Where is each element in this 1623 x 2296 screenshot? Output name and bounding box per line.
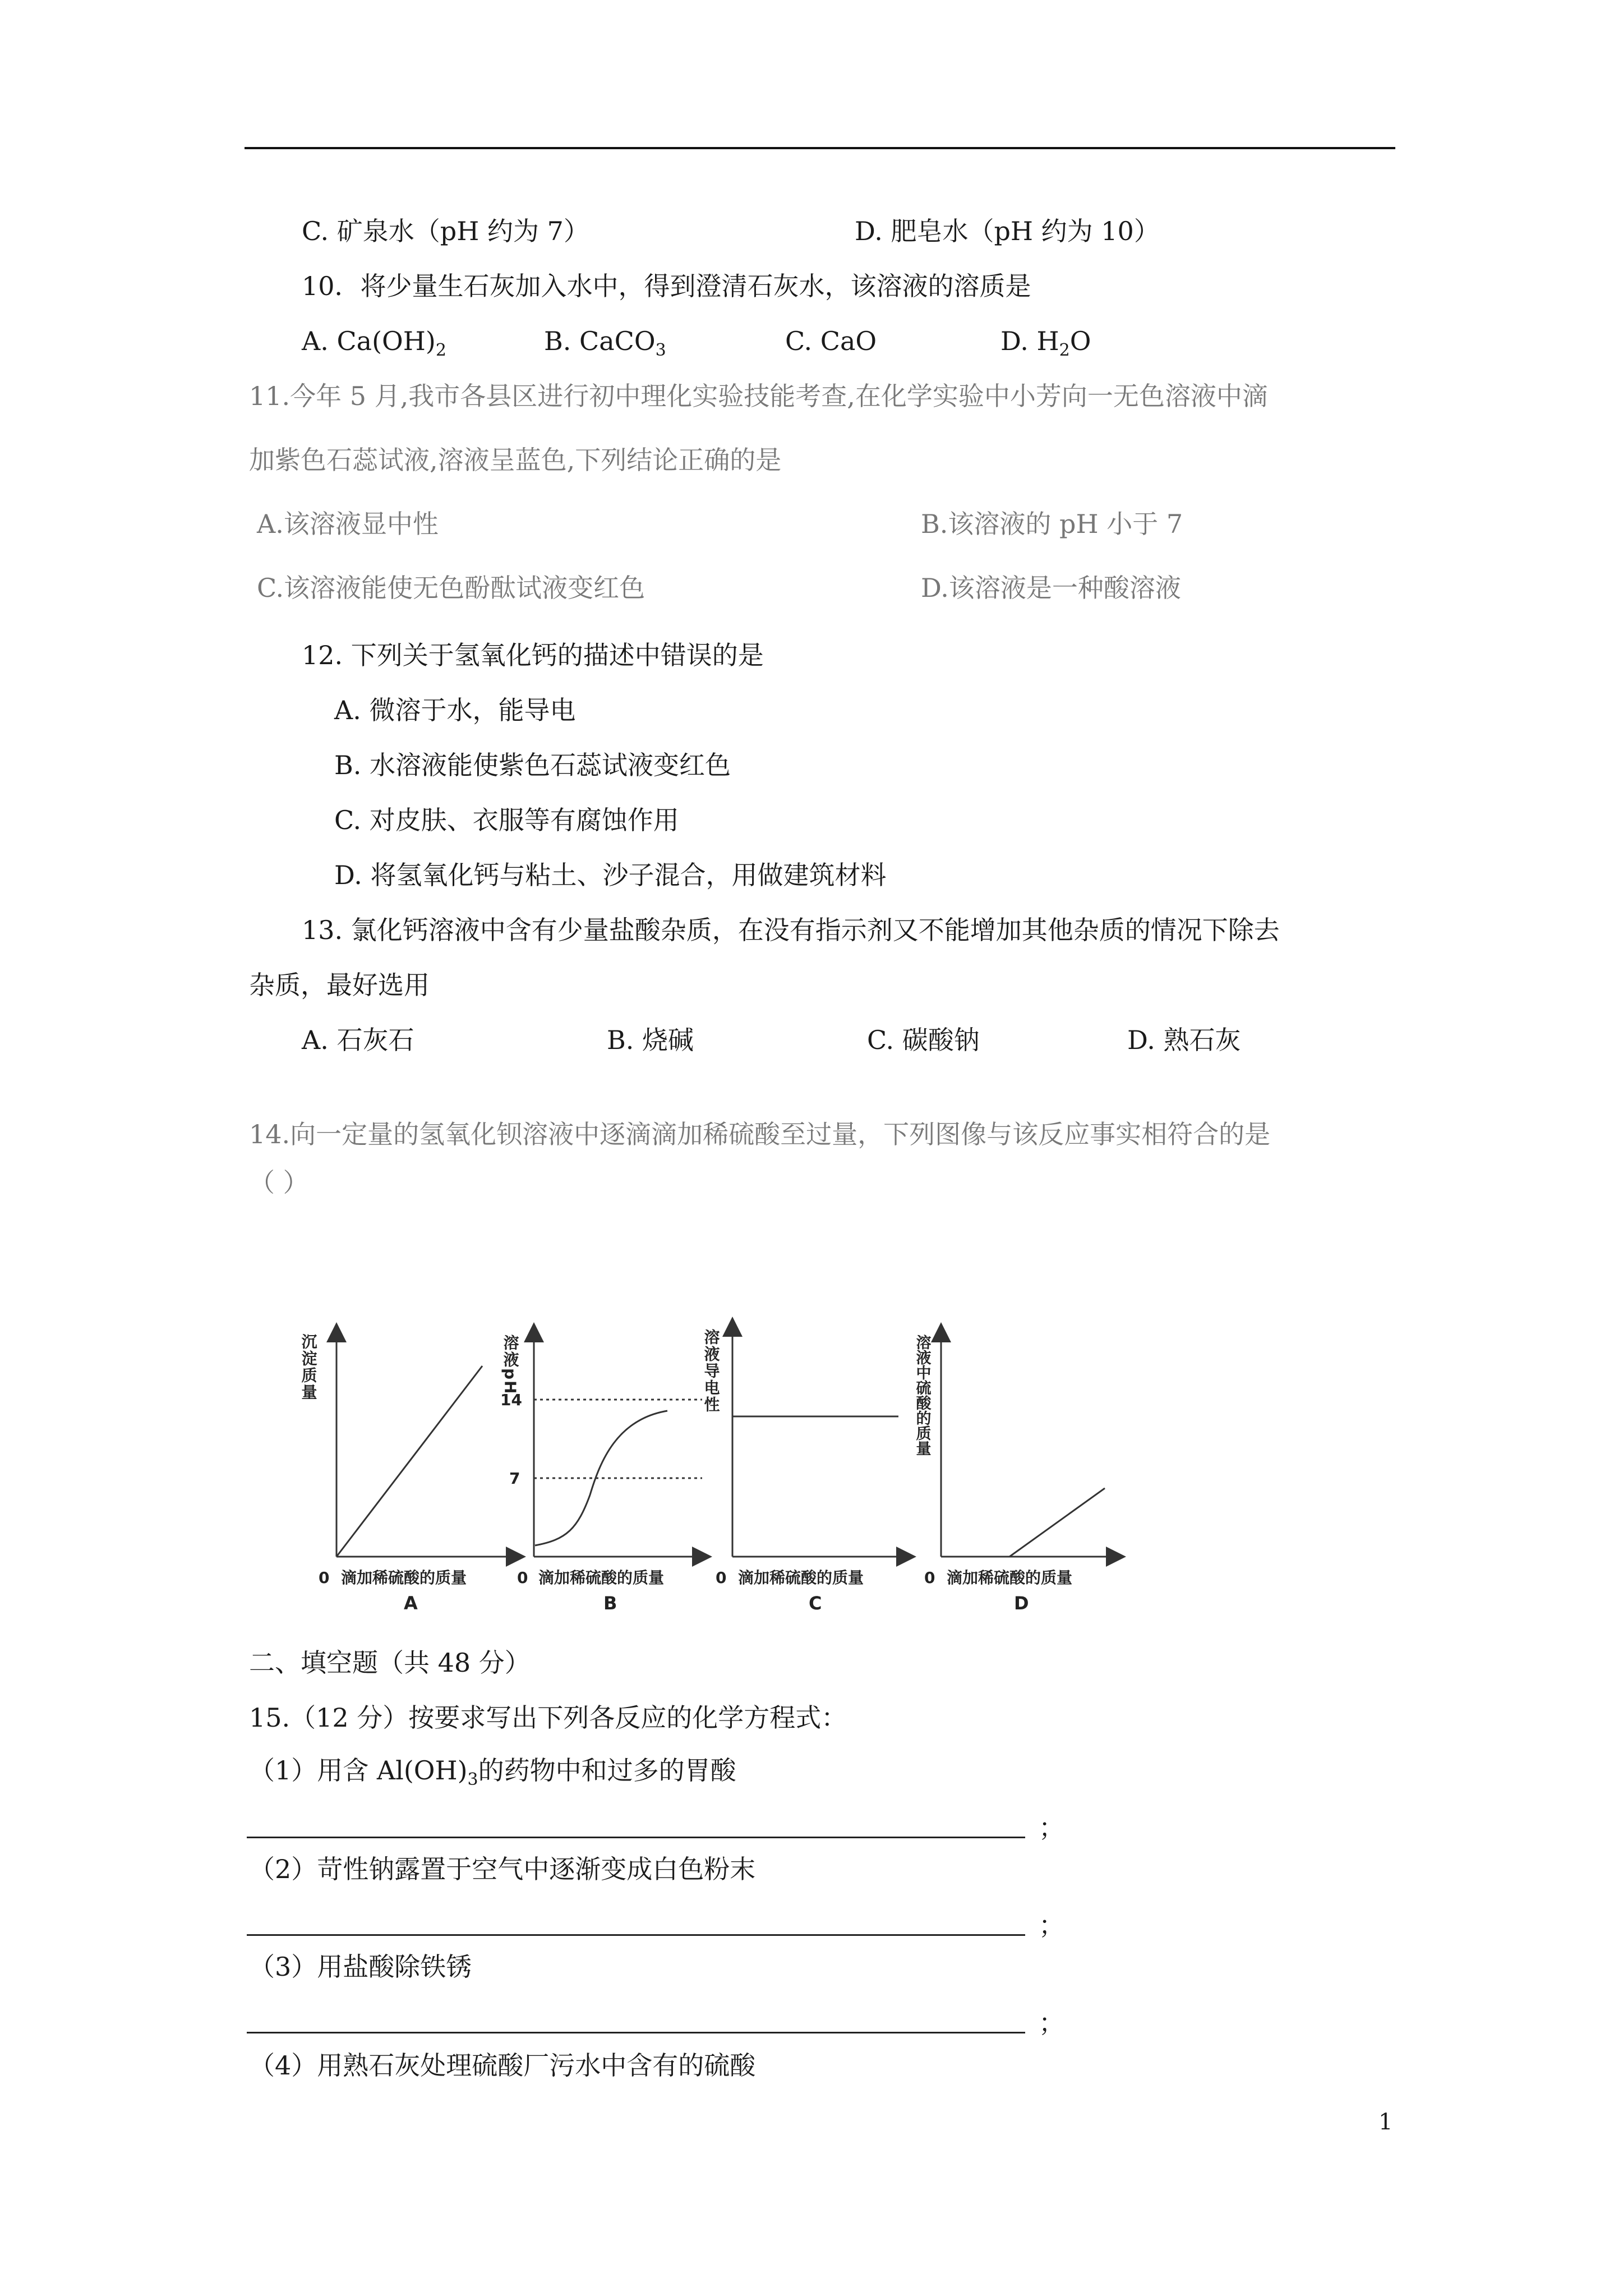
q14-stem-line1: 14.向一定量的氢氧化钡溶液中逐滴滴加稀硫酸至过量，下列图像与该反应事实相符合的是 bbox=[249, 1119, 1271, 1149]
q10-option-a: A. $Ca(OH)_2$ bbox=[302, 326, 446, 360]
q11-stem-line2: 加紫色石蕊试液,溶液呈蓝色,下列结论正确的是 bbox=[249, 445, 782, 475]
q9-option-d: D. 肥皂水（pH 约为 10） bbox=[855, 216, 1160, 246]
q13-option-c: C. 碳酸钠 bbox=[867, 1025, 980, 1055]
q10-option-b: B. CaCO$_3$ bbox=[544, 326, 666, 360]
graph-a-letter: A bbox=[404, 1593, 418, 1614]
graph-d-ylabel: 溶液中硫酸的质量 bbox=[913, 1335, 931, 1456]
q13-stem-line2: 杂质，最好选用 bbox=[249, 970, 430, 1000]
graph-d bbox=[941, 1332, 1116, 1557]
graph-c-xlabel: 滴加稀硫酸的质量 bbox=[738, 1568, 864, 1587]
graph-a-xlabel: 滴加稀硫酸的质量 bbox=[341, 1568, 467, 1587]
header-rule bbox=[245, 147, 1395, 149]
q15-stem: 15.（12 分）按要求写出下列各反应的化学方程式： bbox=[249, 1703, 847, 1733]
q10-option-d: D. $H_2O$ bbox=[1000, 326, 1091, 360]
page-number: 1 bbox=[1378, 2109, 1393, 2135]
graph-a-line bbox=[336, 1366, 482, 1557]
graph-c bbox=[732, 1327, 906, 1557]
q15-part1: （1）用含 $Al(OH)_3$的药物中和过多的胃酸 bbox=[249, 1755, 736, 1789]
graph-b-origin: 0 bbox=[517, 1568, 528, 1587]
q9-option-c: C. 矿泉水（pH 约为 7） bbox=[302, 216, 589, 246]
graph-d-letter: D bbox=[1014, 1593, 1029, 1614]
q15-answer-line-3[interactable] bbox=[247, 2032, 1025, 2033]
q14-stem-line2: （ ） bbox=[249, 1167, 309, 1198]
q11-option-a: A.该溶液显中性 bbox=[257, 509, 439, 539]
graph-c-ylabel: 溶液导电性 bbox=[702, 1329, 721, 1413]
q11-option-d: D.该溶液是一种酸溶液 bbox=[921, 573, 1181, 603]
graph-a-ylabel: 沉淀质量 bbox=[299, 1333, 318, 1401]
q15-semicolon-3: ； bbox=[1039, 2008, 1064, 2038]
graph-b-xlabel: 滴加稀硫酸的质量 bbox=[538, 1568, 665, 1587]
q14-graphs bbox=[299, 1310, 1144, 1614]
q11-option-c: C.该溶液能使无色酚酞试液变红色 bbox=[257, 573, 645, 603]
graph-c-origin: 0 bbox=[716, 1568, 727, 1587]
q13-option-a: A. 石灰石 bbox=[302, 1025, 414, 1055]
q12-option-c: C. 对皮肤、衣服等有腐蚀作用 bbox=[334, 805, 679, 835]
q13-option-b: B. 烧碱 bbox=[607, 1025, 694, 1055]
q15-semicolon-1: ； bbox=[1039, 1812, 1064, 1843]
graph-a bbox=[336, 1332, 516, 1557]
graph-d-origin: 0 bbox=[924, 1568, 935, 1587]
graph-d-line bbox=[1009, 1488, 1105, 1557]
q11-stem-line1: 11.今年 5 月,我市各县区进行初中理化实验技能考查,在化学实验中小芳向一无色溶液中滴 bbox=[249, 381, 1268, 411]
q15-semicolon-2: ； bbox=[1039, 1910, 1064, 1940]
q12-stem: 12. 下列关于氢氧化钙的描述中错误的是 bbox=[302, 640, 764, 670]
q12-option-a: A. 微溶于水，能导电 bbox=[334, 695, 576, 725]
q15-part4: （4）用熟石灰处理硫酸厂污水中含有的硫酸 bbox=[249, 2050, 756, 2081]
q10-option-c: C. CaO bbox=[785, 326, 877, 356]
q11-option-b: B.该溶液的 pH 小于 7 bbox=[921, 509, 1183, 539]
q15-answer-line-2[interactable] bbox=[247, 1934, 1025, 1936]
q10-stem: 10．将少量生石灰加入水中，得到澄清石灰水，该溶液的溶质是 bbox=[302, 271, 1031, 301]
section-2-title: 二、填空题（共 48 分） bbox=[249, 1648, 531, 1678]
q15-part3: （3）用盐酸除铁锈 bbox=[249, 1952, 472, 1982]
q15-answer-line-1[interactable] bbox=[247, 1837, 1025, 1838]
graph-b-letter: B bbox=[603, 1593, 617, 1614]
graph-a-origin: 0 bbox=[319, 1568, 330, 1587]
q13-stem-line1: 13. 氯化钙溶液中含有少量盐酸杂质，在没有指示剂又不能增加其他杂质的情况下除去 bbox=[302, 915, 1280, 945]
graph-b-ylabel: 溶液pH bbox=[501, 1335, 520, 1395]
q12-option-d: D. 将氢氧化钙与粘土、沙子混合，用做建筑材料 bbox=[334, 860, 887, 890]
q15-part2: （2）苛性钠露置于空气中逐渐变成白色粉末 bbox=[249, 1854, 756, 1884]
graph-b-tick-14: 14 bbox=[500, 1391, 522, 1409]
q13-option-d: D. 熟石灰 bbox=[1127, 1025, 1241, 1055]
graph-c-letter: C bbox=[809, 1593, 822, 1614]
graph-d-xlabel: 滴加稀硫酸的质量 bbox=[947, 1568, 1073, 1587]
graph-b bbox=[534, 1332, 702, 1557]
q12-option-b: B. 水溶液能使紫色石蕊试液变红色 bbox=[334, 750, 731, 780]
graph-b-tick-7: 7 bbox=[509, 1469, 520, 1488]
